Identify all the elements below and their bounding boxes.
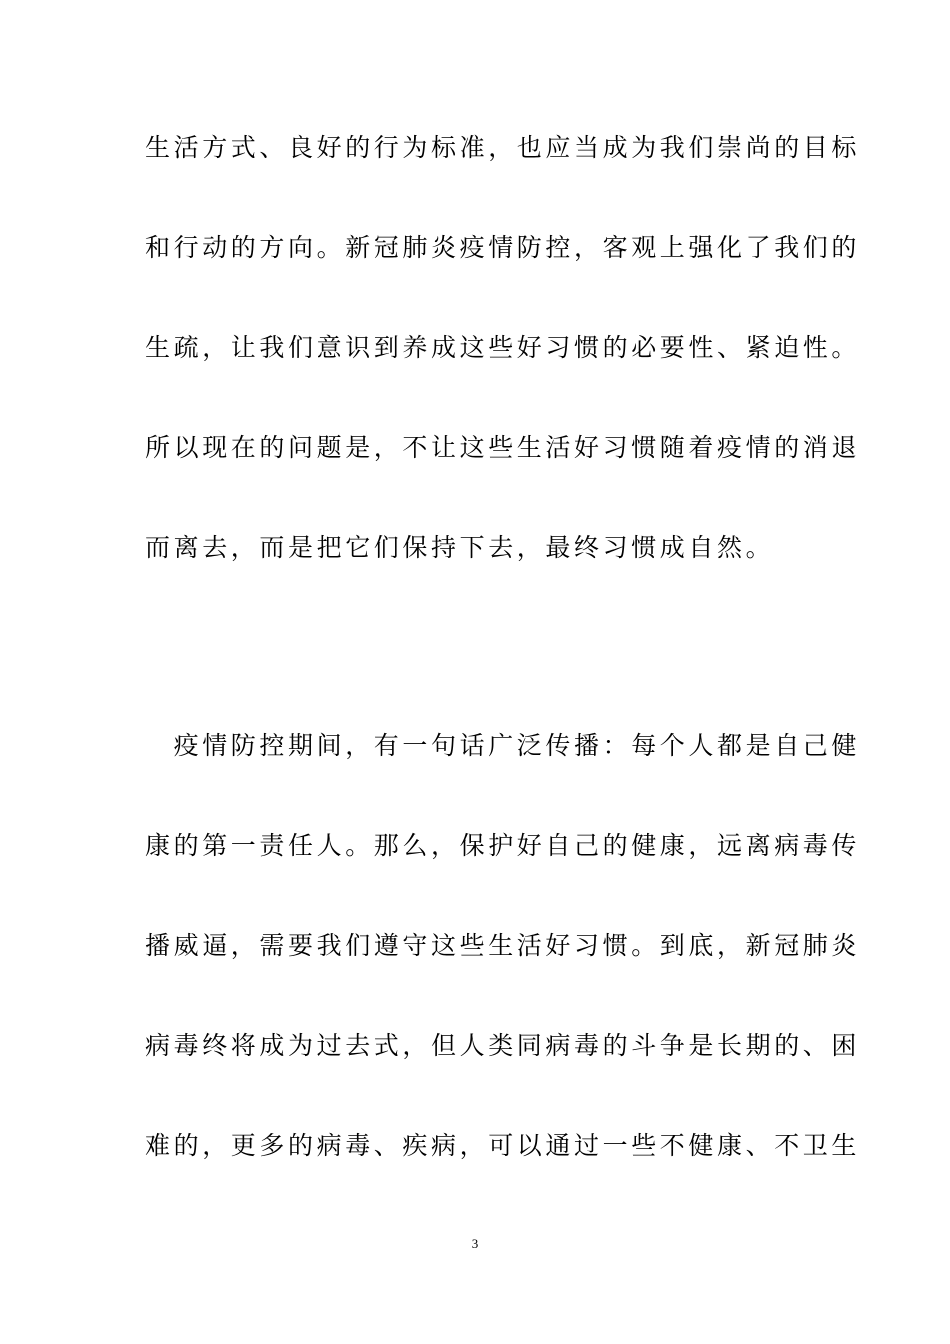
paragraph-2 — [145, 696, 861, 1196]
text-line: 生活方式、良好的行为标准，也应当成为我们崇尚的目标 — [145, 133, 861, 162]
text-line: 和行动的方向。新冠肺炎疫情防控，客观上强化了我们的 — [145, 233, 861, 262]
text-line: 康的第一责任人。那么，保护好自己的健康，远离病毒传 — [145, 831, 861, 860]
text-line: 所以现在的问题是，不让这些生活好习惯随着疫情的消退 — [145, 433, 861, 462]
text-line: 病毒终将成为过去式，但人类同病毒的斗争是长期的、困 — [145, 1031, 861, 1060]
text-line: 难的，更多的病毒、疾病，可以通过一些不健康、不卫生 — [145, 1131, 861, 1160]
text-line: 播威逼，需要我们遵守这些生活好习惯。到底，新冠肺炎 — [145, 931, 861, 960]
page-number: 3 — [471, 1236, 479, 1251]
text-line: 生疏，让我们意识到养成这些好习惯的必要性、紧迫性。 — [145, 333, 861, 362]
text-line: 而离去，而是把它们保持下去，最终习惯成自然。 — [145, 533, 775, 562]
paragraph-1 — [145, 98, 861, 598]
text-line: 疫情防控期间，有一句话广泛传播：每个人都是自己健 — [145, 731, 861, 760]
